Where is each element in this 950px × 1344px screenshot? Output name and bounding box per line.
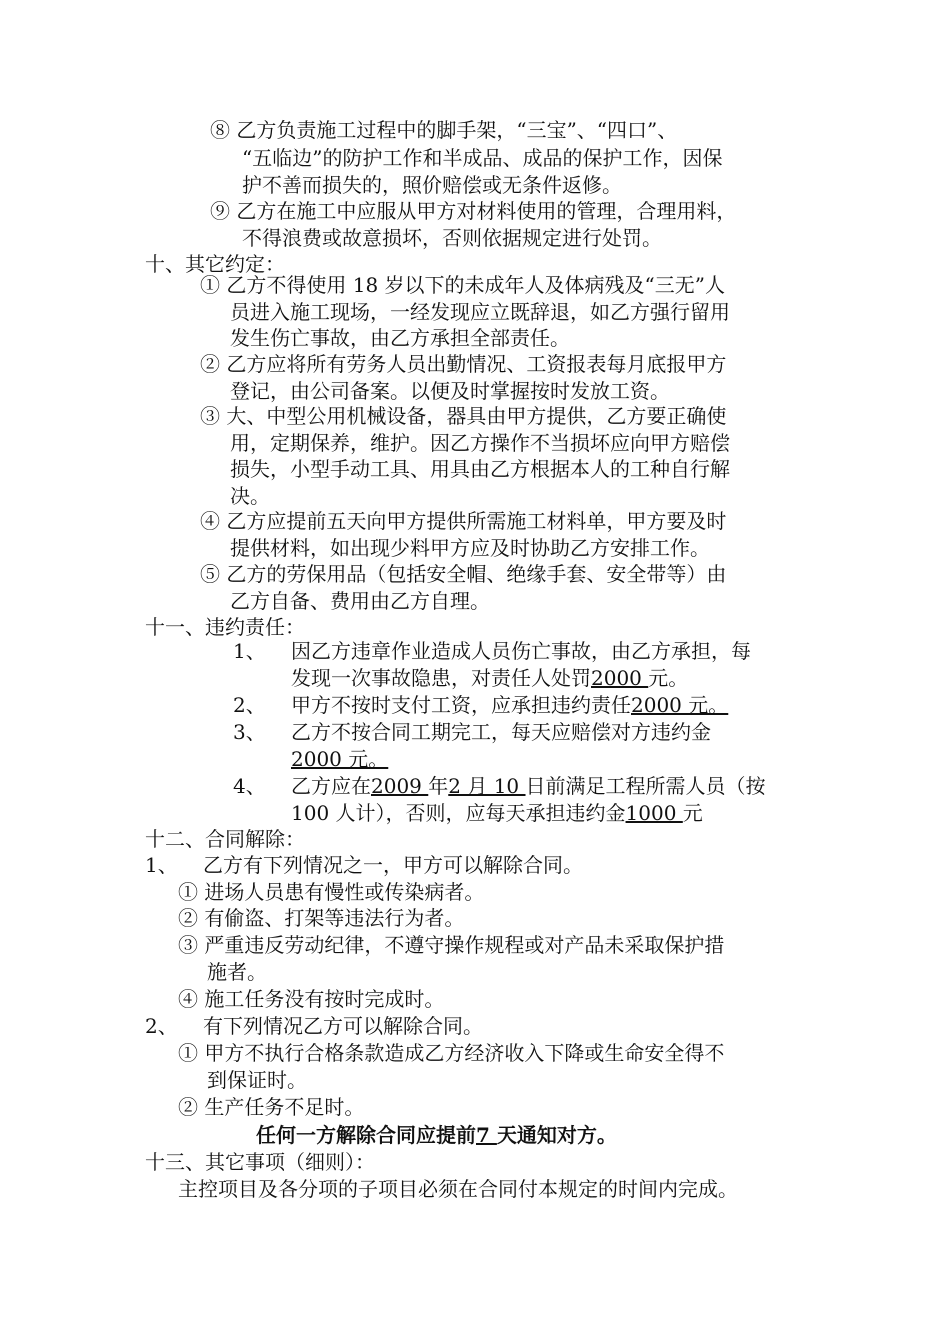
s10-item2-line1: ② 乙方应将所有劳务人员出勤情况、工资报表每月底报甲方 xyxy=(200,352,727,376)
s9-item8-line1: ⑧ 乙方负责施工过程中的脚手架，“三宝”、“四口”、 xyxy=(210,118,678,142)
s11-clause-3-line1: 3、 乙方不按合同工期完工，每天应赔偿对方违约金 xyxy=(233,720,711,744)
s11-clause-4-line1: 4、 乙方应在2009 年2 月 10 日前满足工程所需人员（按 xyxy=(233,774,766,798)
s10-item3-line2: 用，定期保养，维护。因乙方操作不当损坏应向甲方赔偿 xyxy=(230,431,730,455)
s9-item8-line2: “五临边”的防护工作和半成品、成品的保护工作，因保 xyxy=(242,146,723,170)
s11-clause-3-amount: 2000 元。 xyxy=(291,747,389,771)
s12-p2-item-1-line2: 到保证时。 xyxy=(207,1068,307,1092)
s12-p1-item-3-line2: 施者。 xyxy=(207,960,267,984)
s10-item1-line2: 员进入施工现场，一经发现应立既辞退，如乙方强行留用 xyxy=(230,300,730,324)
s12-p1-item-2: ② 有偷盗、打架等违法行为者。 xyxy=(178,906,465,930)
s11-clause-4-date: 2 月 10 xyxy=(448,774,526,798)
s11-clause-1-number: 1、 xyxy=(233,639,266,663)
s12-p2-item-2: ② 生产任务不足时。 xyxy=(178,1095,365,1119)
s12-notice-days: 7 xyxy=(476,1123,497,1147)
s9-item8-line3: 护不善而损失的，照价赔偿或无条件返修。 xyxy=(242,173,622,197)
s9-item9-line2: 不得浪费或故意损坏，否则依据规定进行处罚。 xyxy=(242,226,662,250)
s11-clause-2-number: 2、 xyxy=(233,693,266,717)
s11-clause-4-year: 2009 xyxy=(371,774,429,798)
s12-paragraph-1-number: 1、 xyxy=(145,853,178,877)
s10-item1-line1: ① 乙方不得使用 18 岁以下的未成年人及体病残及“三无”人 xyxy=(200,273,725,297)
s12-p1-item-3-line1: ③ 严重违反劳动纪律，不遵守操作规程或对产品未采取保护措 xyxy=(178,933,725,957)
s13-heading: 十三、其它事项（细则）： xyxy=(145,1150,375,1174)
s10-item4-line1: ④ 乙方应提前五天向甲方提供所需施工材料单，甲方要及时 xyxy=(200,509,727,533)
s12-paragraph-2-number: 2、 xyxy=(145,1014,178,1038)
s10-item5-line1: ⑤ 乙方的劳保用品（包括安全帽、绝缘手套、安全带等）由 xyxy=(200,562,727,586)
s10-item5-line2: 乙方自备、费用由乙方自理。 xyxy=(230,589,490,613)
s10-heading: 十、其它约定： xyxy=(145,252,285,276)
s10-item3-line4: 决。 xyxy=(230,484,270,508)
s12-paragraph-2: 2、 有下列情况乙方可以解除合同。 xyxy=(145,1014,483,1038)
s12-paragraph-1: 1、 乙方有下列情况之一，甲方可以解除合同。 xyxy=(145,853,583,877)
s12-notice: 任何一方解除合同应提前7 天通知对方。 xyxy=(256,1123,617,1147)
s11-clause-3-number: 3、 xyxy=(233,720,266,744)
s10-item1-line3: 发生伤亡事故，由乙方承担全部责任。 xyxy=(230,326,570,350)
s11-heading: 十一、违约责任： xyxy=(145,615,305,639)
s12-p2-item-1-line1: ① 甲方不执行合格条款造成乙方经济收入下降或生命安全得不 xyxy=(178,1041,725,1065)
s11-clause-4-line2: 100 人计），否则，应每天承担违约金1000 元 xyxy=(291,801,703,825)
s12-p1-item-1: ① 进场人员患有慢性或传染病者。 xyxy=(178,880,485,904)
s10-item4-line2: 提供材料，如出现少料甲方应及时协助乙方安排工作。 xyxy=(230,536,710,560)
s11-clause-2: 2、 甲方不按时支付工资，应承担违约责任2000 元。 xyxy=(233,693,729,717)
s11-clause-1-amount: 2000 xyxy=(591,666,649,690)
s10-item2-line2: 登记，由公司备案。以便及时掌握按时发放工资。 xyxy=(230,379,670,403)
s11-clause-4-amount: 1000 xyxy=(625,801,683,825)
s13-text: 主控项目及各分项的子项目必须在合同付本规定的时间内完成。 xyxy=(178,1177,738,1201)
s10-item3-line1: ③ 大、中型公用机械设备，器具由甲方提供，乙方要正确使 xyxy=(200,404,727,428)
s11-clause-3-line2 xyxy=(291,746,388,772)
s12-p1-item-4: ④ 施工任务没有按时完成时。 xyxy=(178,987,445,1011)
s9-item9-line1: ⑨ 乙方在施工中应服从甲方对材料使用的管理，合理用料， xyxy=(210,199,737,223)
s12-heading: 十二、合同解除： xyxy=(145,827,305,851)
s11-clause-1-line1: 1、 因乙方违章作业造成人员伤亡事故，由乙方承担，每 xyxy=(233,639,751,663)
s11-clause-1-line2: 发现一次事故隐患，对责任人处罚2000 元。 xyxy=(291,666,689,690)
s11-clause-2-amount: 2000 元。 xyxy=(631,693,729,717)
s10-item3-line3: 损失，小型手动工具、用具由乙方根据本人的工种自行解 xyxy=(230,457,730,481)
s11-clause-4-number: 4、 xyxy=(233,774,266,798)
